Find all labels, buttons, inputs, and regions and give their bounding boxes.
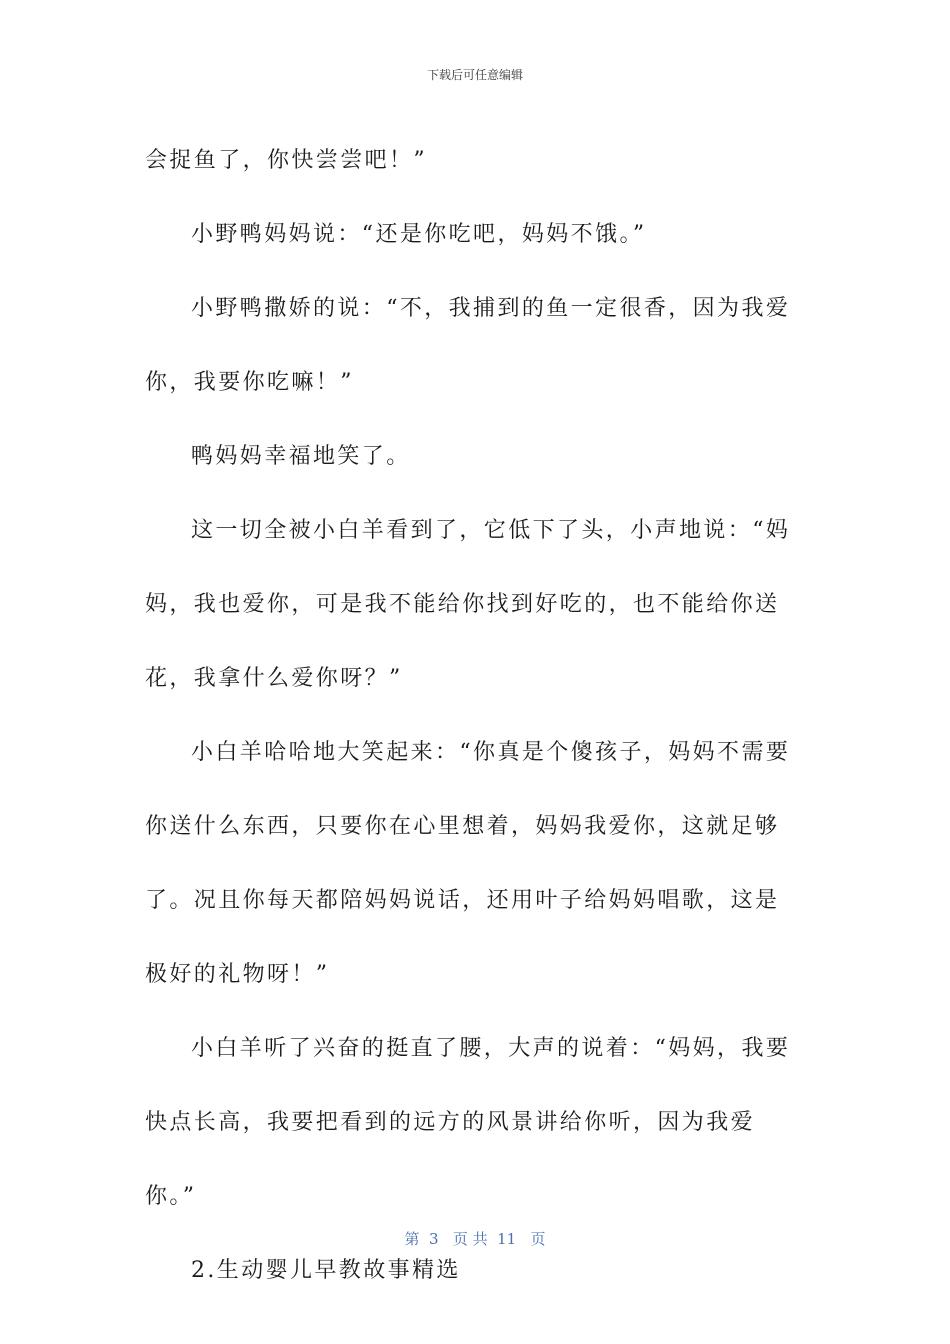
section-heading: 2.生动婴儿早教故事精选	[191, 1258, 461, 1283]
paragraph-4: 鸭妈妈幸福地笑了。	[191, 444, 411, 469]
paragraph-3: 小野鸭撒娇的说：“不，我捕到的鱼一定很香，因为我爱你，我要你吃嘛！”	[145, 296, 791, 395]
paragraph-2: 小野鸭妈妈说：“还是你吃吧，妈妈不饿。”	[191, 222, 647, 247]
paragraph-1: 会捉鱼了，你快尝尝吧！”	[145, 148, 428, 173]
paragraph-5: 这一切全被小白羊看到了，它低下了头，小声地说：“妈妈，我也爱你，可是我不能给你找到好吃的，也不能给你送花，我拿什么爱你呀？”	[145, 518, 791, 691]
document-body	[145, 124, 793, 1308]
page-header: 下载后可任意编辑	[426, 68, 523, 82]
page-footer: 第 3 页 共 11 页	[404, 1230, 546, 1248]
paragraph-7: 小白羊听了兴奋的挺直了腰，大声的说着：“妈妈，我要快点长高，我要把看到的远方的风景讲给你听，因为我爱你。”	[145, 1036, 791, 1209]
paragraph-6: 小白羊哈哈地大笑起来：“你真是个傻孩子，妈妈不需要你送什么东西，只要你在心里想着，妈妈我爱你，这就足够了。况且你每天都陪妈妈说话，还用叶子给妈妈唱歌，这是极好的礼物呀！”	[145, 740, 791, 987]
